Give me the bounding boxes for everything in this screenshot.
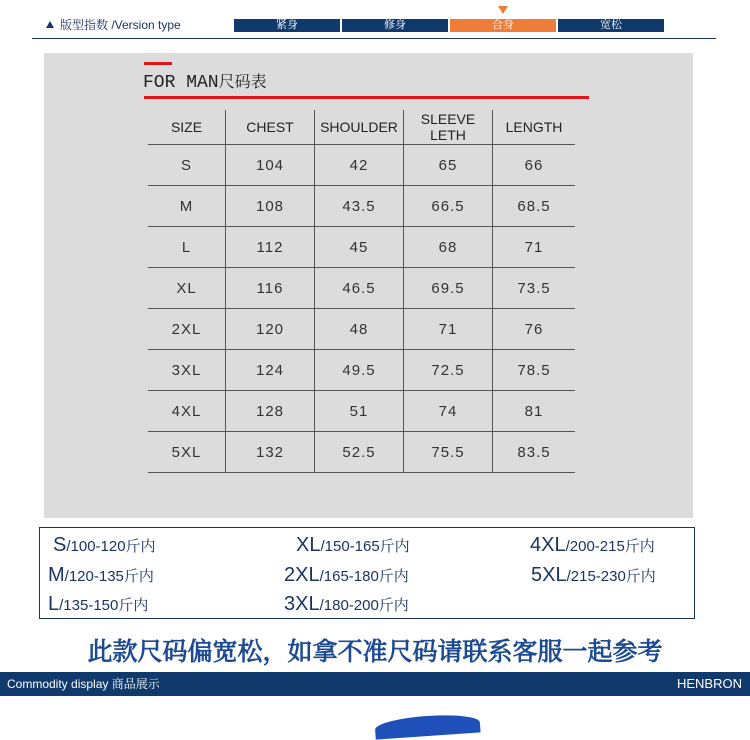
table-row	[148, 350, 575, 391]
table-cell: 83.5	[493, 432, 576, 473]
table-cell: 71	[493, 227, 576, 268]
section-title: Commodity display 商品展示	[7, 677, 160, 691]
table-cell: L	[148, 227, 226, 268]
section-header-bar	[0, 672, 750, 696]
table-cell: 2XL	[148, 309, 226, 350]
column-header-shoulder: SHOULDER	[315, 110, 404, 145]
fit-tab-regular: 合身	[450, 19, 556, 32]
triangle-up-icon	[46, 21, 54, 28]
divider	[32, 38, 716, 39]
table-cell: 68	[404, 227, 493, 268]
table-cell: 65	[404, 145, 493, 186]
version-bar	[0, 0, 750, 40]
table-row	[148, 432, 575, 473]
weight-item-m: M/120-135斤内	[48, 564, 154, 586]
table-cell: 71	[404, 309, 493, 350]
column-header-chest: CHEST	[226, 110, 315, 145]
fit-tab-loose: 宽松	[558, 19, 664, 32]
chart-title-cn: 尺码表	[218, 72, 267, 91]
table-row	[148, 309, 575, 350]
table-cell: 3XL	[148, 350, 226, 391]
table-cell: XL	[148, 268, 226, 309]
table-cell: 48	[315, 309, 404, 350]
arrow-down-icon	[498, 6, 508, 14]
table-cell: 78.5	[493, 350, 576, 391]
version-label	[46, 16, 181, 33]
size-chart-panel	[44, 53, 693, 518]
table-cell: 46.5	[315, 268, 404, 309]
table-cell: 116	[226, 268, 315, 309]
table-cell: 74	[404, 391, 493, 432]
table-cell: 73.5	[493, 268, 576, 309]
product-image-peek	[374, 712, 480, 739]
table-row	[148, 145, 575, 186]
weight-item-5xl: 5XL/215-230斤内	[531, 564, 656, 586]
table-cell: 72.5	[404, 350, 493, 391]
table-cell: 66	[493, 145, 576, 186]
table-cell: 42	[315, 145, 404, 186]
table-row	[148, 268, 575, 309]
table-cell: 52.5	[315, 432, 404, 473]
table-cell: 132	[226, 432, 315, 473]
weight-item-2xl: 2XL/165-180斤内	[284, 564, 409, 586]
table-cell: 112	[226, 227, 315, 268]
weight-item-4xl: 4XL/200-215斤内	[530, 534, 655, 556]
table-cell: 45	[315, 227, 404, 268]
table-cell: 124	[226, 350, 315, 391]
weight-guide	[39, 527, 695, 619]
table-cell: 81	[493, 391, 576, 432]
chart-title-en: FOR MAN	[143, 73, 219, 93]
weight-item-xl: XL/150-165斤内	[296, 534, 410, 556]
table-cell: 51	[315, 391, 404, 432]
table-cell: 75.5	[404, 432, 493, 473]
table-cell: 120	[226, 309, 315, 350]
table-cell: M	[148, 186, 226, 227]
column-header-size: SIZE	[148, 110, 226, 145]
table-cell: 5XL	[148, 432, 226, 473]
table-cell: 108	[226, 186, 315, 227]
column-header-sleeve: SLEEVE LETH	[404, 110, 493, 145]
table-cell: 128	[226, 391, 315, 432]
table-cell: 49.5	[315, 350, 404, 391]
table-cell: 76	[493, 309, 576, 350]
size-table	[148, 110, 575, 473]
version-label-text: 版型指数 /Version type	[60, 18, 181, 32]
table-row	[148, 227, 575, 268]
weight-item-l: L/135-150斤内	[48, 593, 149, 615]
table-cell: 104	[226, 145, 315, 186]
fit-tab-tight: 紧身	[234, 19, 340, 32]
table-cell: 4XL	[148, 391, 226, 432]
table-cell: 43.5	[315, 186, 404, 227]
table-cell: 66.5	[404, 186, 493, 227]
chart-title	[143, 69, 267, 93]
weight-item-s: S/100-120斤内	[53, 534, 156, 556]
table-cell: 69.5	[404, 268, 493, 309]
fit-notice: 此款尺码偏宽松，如拿不准尺码请联系客服一起参考	[87, 637, 663, 666]
table-row	[148, 186, 575, 227]
column-header-length: LENGTH	[493, 110, 576, 145]
title-accent-bar	[144, 62, 172, 65]
table-header-row	[148, 110, 575, 145]
fit-tab-slim: 修身	[342, 19, 448, 32]
fit-tabs	[234, 19, 664, 32]
brand-name: HENBRON	[676, 676, 742, 691]
title-underline	[144, 96, 589, 99]
weight-item-3xl: 3XL/180-200斤内	[284, 593, 409, 615]
table-row	[148, 391, 575, 432]
table-cell: S	[148, 145, 226, 186]
table-cell: 68.5	[493, 186, 576, 227]
